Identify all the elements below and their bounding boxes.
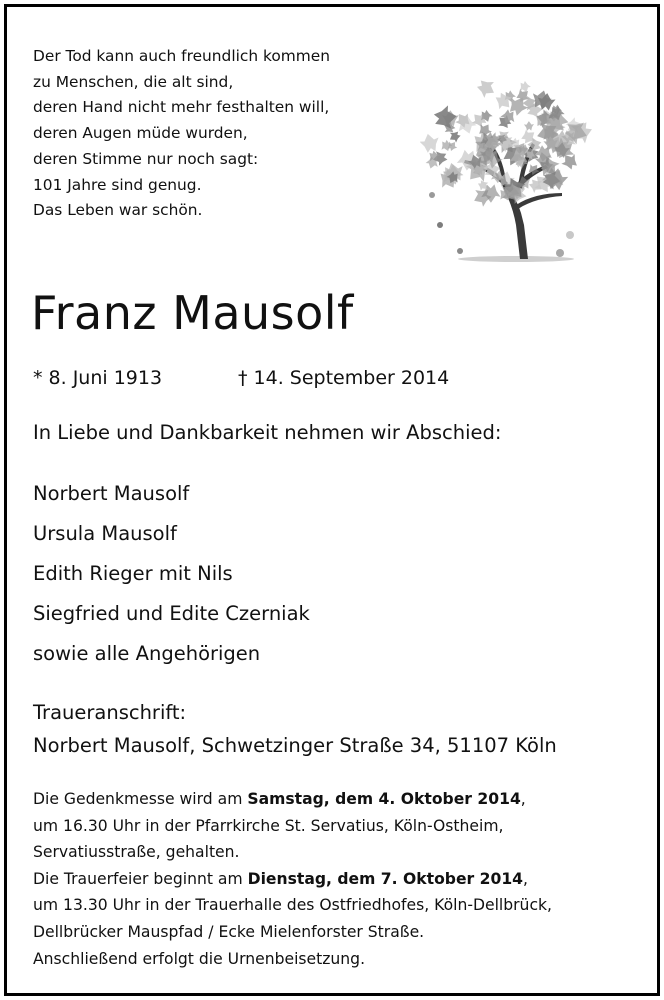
mass-post: , [520, 790, 526, 808]
mourner-name: Edith Rieger mit Nils [33, 562, 233, 585]
poem-line: Das Leben war schön. [33, 201, 203, 220]
falling-leaf-icon [556, 249, 564, 257]
funeral-pre: Die Trauerfeier beginnt am [33, 869, 248, 888]
service-notes [33, 786, 552, 972]
leaf-icon [524, 121, 534, 131]
mourner-name: Siegfried und Edite Czerniak [33, 602, 310, 625]
poem-line: 101 Jahre sind genug. [33, 175, 202, 194]
farewell-intro: In Liebe und Dankbarkeit nehmen wir Abschied: [33, 421, 502, 444]
mourner-name: Norbert Mausolf [33, 482, 190, 505]
funeral-date: Dienstag, dem 7. Oktober 2014 [247, 869, 524, 888]
leaf-icon [420, 132, 441, 154]
deceased-name: Franz Mausolf [31, 286, 354, 340]
death-date: † 14. September 2014 [238, 367, 450, 389]
autumn-tree-icon [420, 75, 592, 265]
falling-leaf-icon [429, 192, 435, 198]
burial-note: Anschließend erfolgt die Urnenbeisetzung. [33, 949, 366, 968]
falling-leaf-icon [437, 222, 443, 228]
poem-line: deren Hand nicht mehr festhalten will, [33, 98, 330, 117]
mourner-name: sowie alle Angehörigen [33, 642, 261, 665]
mass-pre: Die Gedenkmesse wird am [33, 790, 248, 808]
leaf-cluster [420, 76, 592, 257]
mourner-name: Ursula Mausolf [33, 522, 177, 545]
address-label: Traueranschrift: [33, 701, 187, 724]
poem-line: deren Stimme nur noch sagt: [33, 149, 259, 168]
funeral-post: , [523, 869, 529, 888]
mass-date: Samstag, dem 4. Oktober 2014 [247, 790, 521, 808]
poem-line: Der Tod kann auch freundlich kommen [33, 47, 330, 65]
mass-line-1 [33, 786, 552, 813]
funeral-line-1 [33, 866, 552, 893]
poem-line: deren Augen müde wurden, [33, 124, 248, 143]
falling-leaf-icon [457, 248, 463, 254]
mourners-list [33, 474, 310, 674]
address-value: Norbert Mausolf, Schwetzinger Straße 34, 51107 Köln [33, 734, 557, 757]
falling-leaf-icon [566, 231, 574, 239]
poem [33, 44, 330, 224]
leaf-icon [474, 76, 499, 101]
mass-line-3: Servatiusstraße, gehalten. [33, 843, 240, 862]
funeral-line-2: um 13.30 Uhr in der Trauerhalle des Ostfriedhofes, Köln-Dellbrück, [33, 896, 553, 915]
poem-line: zu Menschen, die alt sind, [33, 72, 234, 91]
mass-line-2: um 16.30 Uhr in der Pfarrkirche St. Servatius, Köln-Ostheim, [33, 816, 504, 835]
funeral-line-3: Dellbrücker Mauspfad / Ecke Mielenforster Straße. [33, 922, 425, 941]
life-dates [33, 367, 450, 390]
birth-date: * 8. Juni 1913 [33, 367, 163, 389]
